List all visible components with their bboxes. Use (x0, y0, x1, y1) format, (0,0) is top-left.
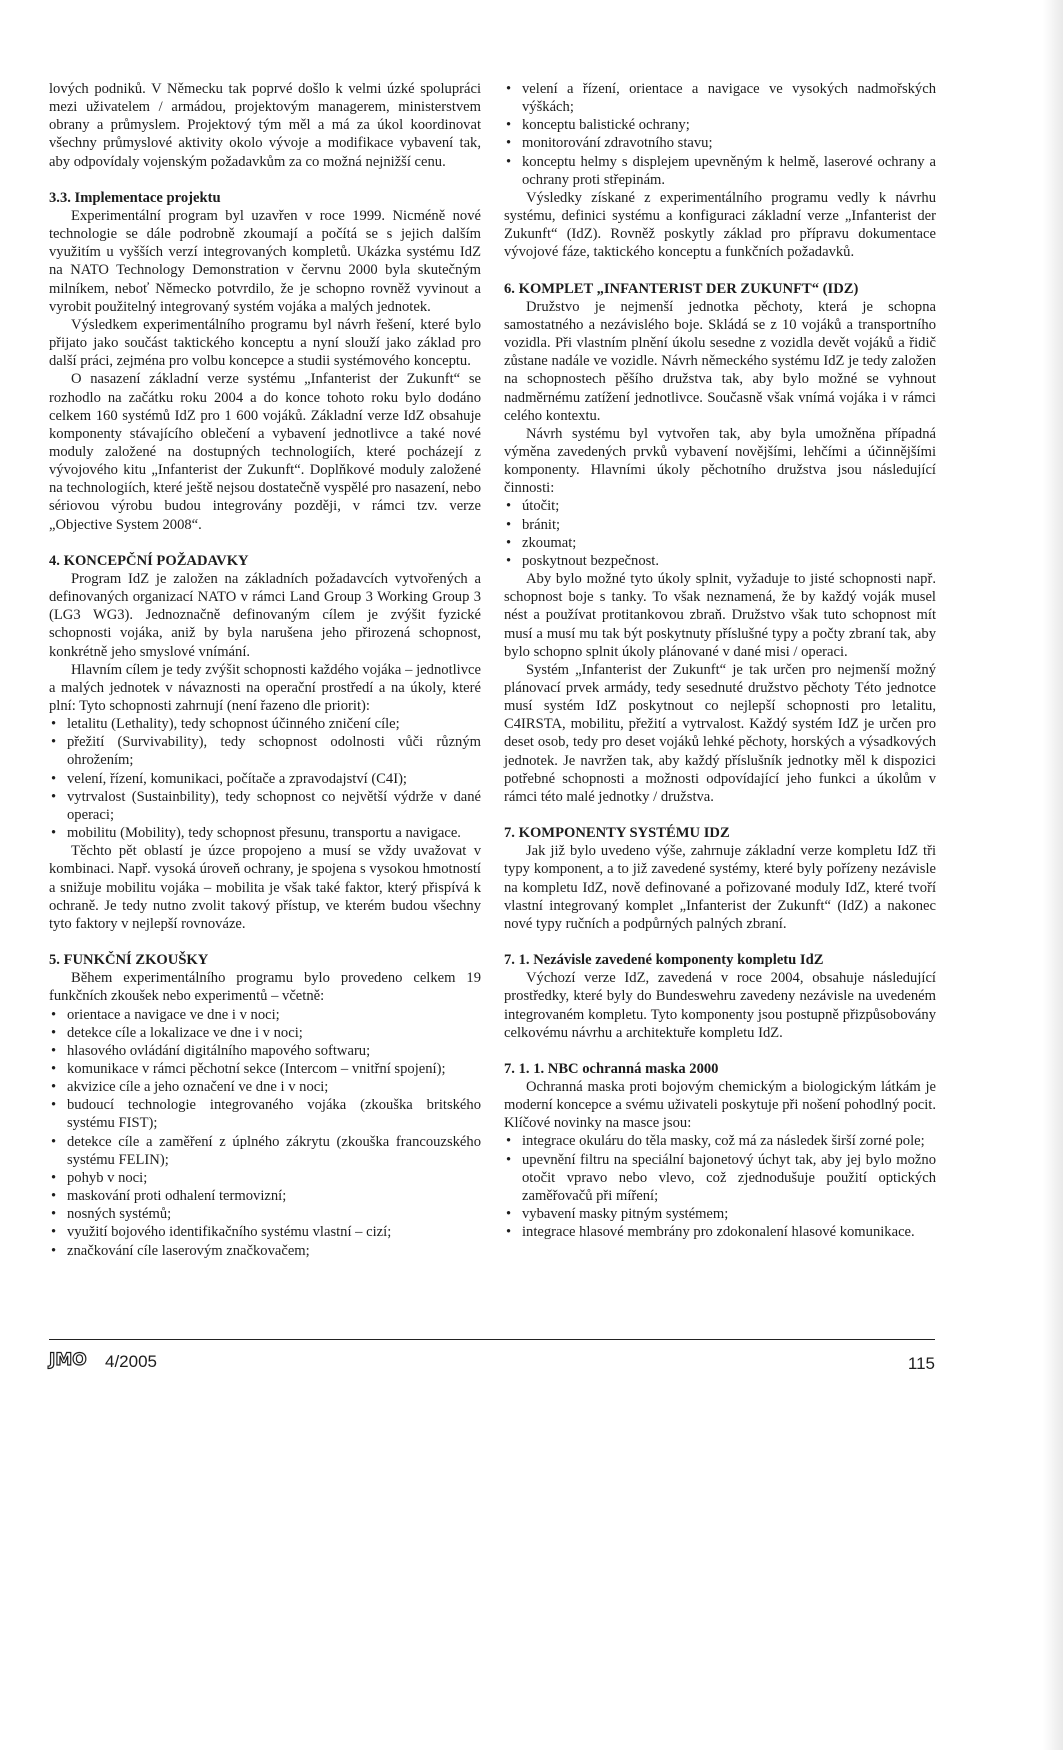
list-item: • konceptu helmy s displejem upevněným k helmě, laserové ochrany a ochrany proti střepinám. (504, 153, 936, 189)
section-3-3-paragraph: O nasazení základní verze systému „Infanterist der Zukunft“ se rozhodlo na začátku roku 2004 a do konce tohoto roku bylo dodáno celkem 160 systémů IdZ pro 1 600 vojáků. Základní verze IdZ obsahuje komponenty stávajícího oblečení a vybavení jednotlivce a také nové moduly založené na dostupných technologiích, které pocházejí z vývojového kitu „Infanterist der Zukunft“. Doplňkové moduly založené na technologiích, které ještě nejsou dostatečně vyspělé pro nasazení, nebo sériovou výrobu budou integrovány později, v rámci tzv. verze „Objective System 2008“. (49, 371, 481, 533)
section-6-heading: 6. KOMPLET „INFANTERIST DER ZUKUNFT“ (IDZ) (504, 280, 859, 297)
list-item: • značkování cíle laserovým značkovačem; (49, 1242, 481, 1260)
list-item: • maskování proti odhalení termovizní; (49, 1187, 481, 1205)
list-item: • komunikace v rámci pěchotní sekce (Intercom – vnitřní spojení); (49, 1060, 481, 1078)
section-4-heading: 4. KONCEPČNÍ POŽADAVKY (49, 552, 249, 569)
list-item: • velení, řízení, komunikaci, počítače a zpravodajství (C4I); (49, 770, 481, 788)
section-4-paragraph: Program IdZ je založen na základních požadavcích vytvořených a definovaných organizací NATO v rámci Land Group 3 Working Group 3 (LG3 WG3). Jednoznačně definovaným cílem je zvýšit fyzické schopnosti vojáka, aniž by byla narušena jeho přirozená schopnost, konkrétně jeho smyslové vnímání. (49, 570, 481, 660)
list-item: • využití bojového identifikačního systému vlastní – cizí; (49, 1223, 481, 1241)
section-7-1-paragraph: Výchozí verze IdZ, zavedená v roce 2004, obsahuje následující prostředky, které byly do Bundeswehru zavedeny nezávisle na uvedeném integrovaném kompletu. Tyto komponenty jsou postupně přizpůsobovány celkovému návrhu a architektuře kompletu IdZ. (504, 970, 936, 1041)
intro-paragraph: lových podniků. V Německu tak poprvé došlo k velmi úzké spolupráci mezi uživatelem / armádou, projektovým managerem, ministerstvem obrany a průmyslem. Projektový tým měl a má za úkol koordinovat všechny průmyslové aktivity okolo vývoje a modifikace vybavení tak, aby odpovídaly vojenským požadavkům za co možná nejnižší cenu. (49, 81, 481, 170)
list-item: • poskytnout bezpečnost. (504, 552, 936, 570)
section-7-1-1-heading: 7. 1. 1. NBC ochranná maska 2000 (504, 1060, 719, 1077)
list-item: • konceptu balistické ochrany; (504, 116, 936, 134)
list-item: • zkoumat; (504, 534, 936, 552)
squad-tasks-list (504, 497, 936, 570)
list-item: • bránit; (504, 516, 936, 534)
list-item: • monitorování zdravotního stavu; (504, 134, 936, 152)
page-edge-shadow (1043, 0, 1063, 1750)
section-4-paragraph: Hlavním cílem je tedy zvýšit schopnosti každého vojáka – jednotlivce a malých jednotek v návaznosti na operační prostředí a na úkoly, které plní: Tyto schopnosti zahrnují (není řazeno dle priorit): (49, 661, 481, 714)
list-item: • integrace hlasové membrány pro zdokonalení hlasové komunikace. (504, 1223, 936, 1241)
tests-list (49, 1006, 481, 1260)
section-6-paragraph: Družstvo je nejmenší jednotka pěchoty, která je schopna samostatného a nezávislého boje. Skládá se z 10 vojáků a transportního vozidla. Při vlastním plnění úkolu sesedne z vozidla devět vojáků a řidič zůstane nadále ve vozidle. Návrh německého systému IdZ je tedy založen na schopnostech pěšího družstva tak, aby bylo možné se vyhnout nadměrnému zatížení jednotlivce. Současně však vnímá vojáka i v rámci celého kontextu. (504, 298, 936, 424)
section-3-3-heading: 3.3. Implementace projektu (49, 189, 221, 206)
list-item: • vybavení masky pitným systémem; (504, 1205, 936, 1223)
section-3-3-paragraph: Výsledkem experimentálního programu byl návrh řešení, které bylo přijato jako součást taktického konceptu a nyní slouží jako základ pro další práci, zejména pro volbu koncepce a studii systémového konceptu. (49, 316, 481, 370)
list-item: • přežití (Survivability), tedy schopnost odolnosti vůči různým ohrožením; (49, 733, 481, 769)
page-number: 115 (907, 1354, 935, 1373)
list-item: • detekce cíle a lokalizace ve dne i v noci; (49, 1024, 481, 1042)
section-7-paragraph: Jak již bylo uvedeno výše, zahrnuje základní verze kompletu IdZ tři typy komponent, a to již zavedené systémy, které byly pořízeny nezávisle na kompletu IdZ, nově definované a pořizované moduly IdZ, které tvoří vlastní integrovaný komplet „Infanterist der Zukunft“ (IdZ) a nakonec nové typy ručních a podpůrných palných zbraní. (504, 843, 936, 932)
section-6-paragraph: Návrh systému byl vytvořen tak, aby byla umožněna případná výměna zavedených prvků vybavení novějšími, lehčími a účinnějšími komponenty. Hlavními úkoly pěchotního družstva jsou následující činnosti: (504, 425, 936, 497)
capabilities-list (49, 715, 481, 842)
list-item: • integrace okuláru do těla masky, což má za následek širší zorné pole; (504, 1132, 936, 1150)
section-6-paragraph: Aby bylo možné tyto úkoly splnit, vyžaduje to jisté schopnosti např. schopnost boje s tanky. To však neznamená, že by každý voják musel nést a používat protitankovou zbraň. Družstvo však tuto schopnost mít musí a musí mu tak být poskytnuty příslušné typy a počty zbraní tak, aby bylo schopno splnit úkoly plánované v dané misi / operaci. (504, 571, 936, 660)
list-item: • nosných systémů; (49, 1205, 481, 1223)
section-7-1-1-paragraph: Ochranná maska proti bojovým chemickým a biologickým látkám je moderní koncepce a svému uživateli poskytuje při nošení pohodlný pocit. Klíčové novinky na masce jsou: (504, 1078, 936, 1132)
right-column (504, 80, 936, 1241)
mask-features-list (504, 1132, 936, 1241)
section-3-3-paragraph: Experimentální program byl uzavřen v roce 1999. Nicméně nové technologie se dále podrobně zkoumají a počítá se s jejich dalším využitím u vyšších verzí integrovaných kompletů. Ukázka systému IdZ na NATO Technology Demonstration v červnu 2000 byla skutečným milníkem, neboť Německo potvrdilo, že je schopno rovněž vyvinout a vyrobit použitelný integrovaný systém vojáka a malých jednotek. (49, 207, 481, 315)
tests-list-continued (504, 80, 936, 189)
list-item: • detekce cíle a zaměření z úplného zákrytu (zkouška francouzského systému FELIN); (49, 1133, 481, 1169)
left-column (49, 80, 481, 1260)
section-7-1-heading: 7. 1. Nezávisle zavedené komponenty kompletu IdZ (504, 952, 824, 969)
section-5-heading: 5. FUNKČNÍ ZKOUŠKY (49, 952, 209, 969)
section-6-paragraph: Systém „Infanterist der Zukunft“ je tak určen pro nejmenší možný plánovací prvek armády, tedy sesednuté družstvo pěchoty Této jednotce musí systém IdZ poskytnout co nejlepší schopnosti pro letalitu, C4IRSTA, mobilitu, přežití a vytrvalost. Každý systém IdZ je určen pro deset osob, tedy pro deset vojáků lehké pěchoty, horských a výsadkových jednotek. Je navržen tak, aby každý příslušník jednotky měl k dispozici potřebné schopnosti a možnosti odpovídající jeho funkci a úkolům v rámci této malé jednotky / družstva. (504, 661, 936, 805)
section-7-heading: 7. KOMPONENTY SYSTÉMU IDZ (504, 825, 730, 842)
list-item: • útočit; (504, 497, 936, 515)
list-item: • akvizice cíle a jeho označení ve dne i v noci; (49, 1078, 481, 1096)
list-item: • orientace a navigace ve dne i v noci; (49, 1006, 481, 1024)
list-item: • budoucí technologie integrovaného vojáka (zkouška britského systému FIST); (49, 1096, 481, 1132)
list-item: • hlasového ovládání digitálního mapového softwaru; (49, 1042, 481, 1060)
page-footer (49, 1348, 935, 1378)
list-item: • pohyb v noci; (49, 1169, 481, 1187)
footer-divider (49, 1339, 935, 1340)
list-item: • letalitu (Lethality), tedy schopnost účinného zničení cíle; (49, 715, 481, 733)
list-item: • velení a řízení, orientace a navigace ve vysokých nadmořských výškách; (504, 80, 936, 116)
section-4-paragraph: Těchto pět oblastí je úzce propojeno a musí se vždy uvažovat v kombinaci. Např. vysoká úroveň ochrany, je spojena s vysokou hmotností a snižuje mobilitu vojáka – mobilita je však také faktor, který přispívá k ochraně. Je tedy nutno zvolit takový přístup, ve kterém budou všechny tyto faktory v nejlepší rovnováze. (49, 843, 481, 932)
journal-logo: JMO (49, 1350, 87, 1370)
list-item: • upevnění filtru na speciální bajonetový úchyt tak, aby jej bylo možno otočit vpravo nebo vlevo, což zjednodušuje použití optických zaměřovačů při míření; (504, 1151, 936, 1205)
issue-number: 4/2005 (105, 1352, 157, 1371)
section-5-paragraph: Během experimentálního programu bylo provedeno celkem 19 funkčních zkoušek nebo experimentů – včetně: (49, 970, 481, 1005)
results-paragraph: Výsledky získané z experimentálního programu vedly k návrhu systému, definici systému a konfiguraci základní verze „Infanterist der Zukunft“ (IdZ). Rovněž poskytly základ pro přípravu dokumentace vývojové fáze, taktického konceptu a funkčních požadavků. (504, 189, 936, 261)
list-item: • mobilitu (Mobility), tedy schopnost přesunu, transportu a navigace. (49, 824, 481, 842)
list-item: • vytrvalost (Sustainbility), tedy schopnost co největší výdrže v dané operaci; (49, 788, 481, 824)
